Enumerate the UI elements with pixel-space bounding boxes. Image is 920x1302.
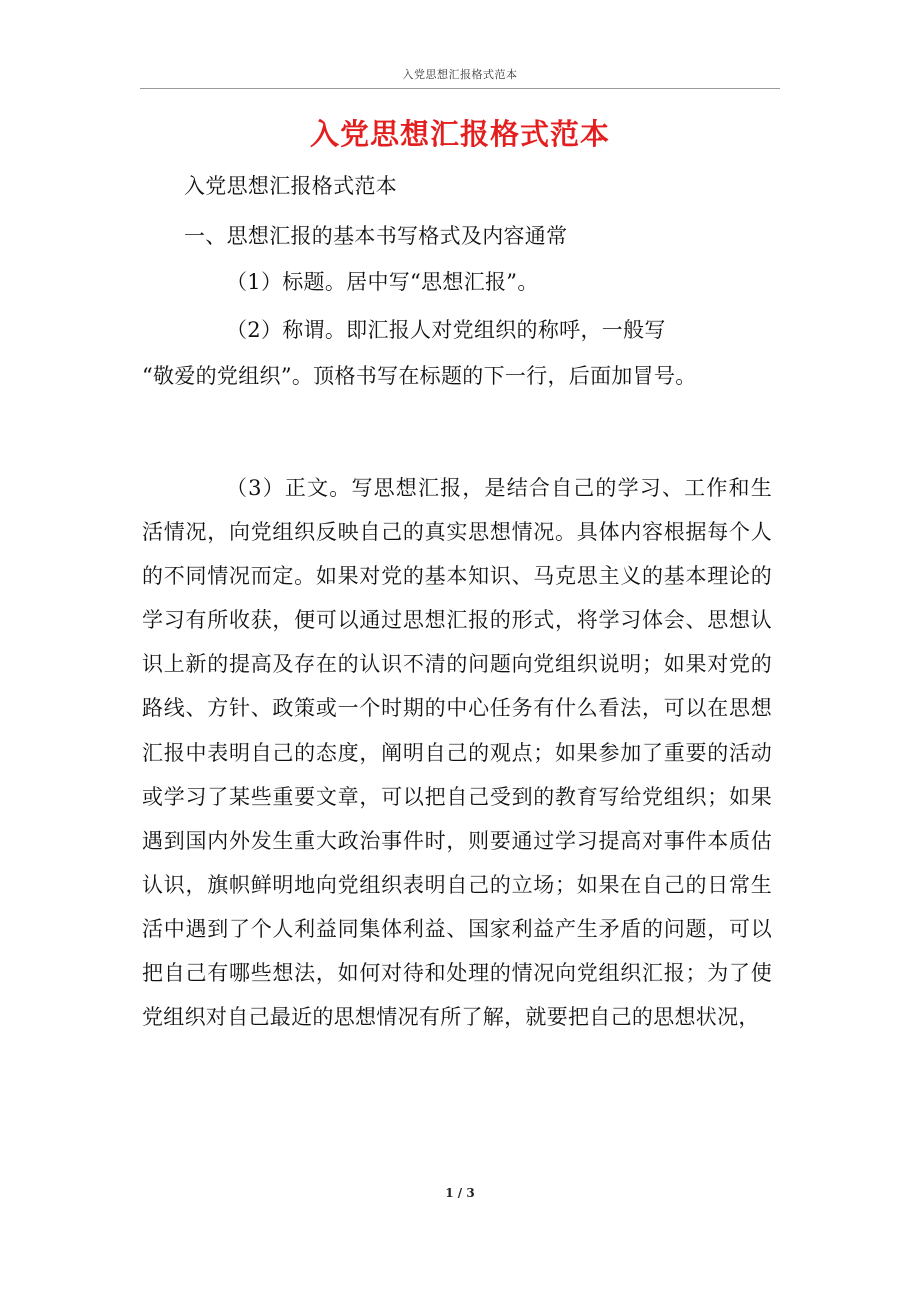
- item-body-paragraph: （3）正文。写思想汇报，是结合自己的学习、工作和生活情况，向党组织反映自己的真实思想情况。具体内容根据每个人的不同情况而定。如果对党的基本知识、马克思主义的基本理论的学习有所收获，便可以通过思想汇报的形式，将学习体会、思想认识上新的提高及存在的认识不清的问题向党组织说明；如果对党的路线、方针、政策或一个时期的中心任务有什么看法，可以在思想汇报中表明自己的态度，阐明自己的观点；如果参加了重要的活动或学习了某些重要文章，可以把自己受到的教育写给党组织；如果遇到国内外发生重大政治事件时，则要通过学习提高对事件本质估认识，旗帜鲜明地向党组织表明自己的立场；如果在自己的日常生活中遇到了个人利益同集体利益、国家利益产生矛盾的问题，可以把自己有哪些想法，如何对待和处理的情况向党组织汇报；为了使党组织对自己最近的思想情况有所了解，就要把自己的思想状况，: [142, 476, 772, 1030]
- page-number: 1 / 3: [445, 1186, 475, 1200]
- document-subtitle: 入党思想汇报格式范本: [184, 174, 397, 198]
- running-header: 入党思想汇报格式范本: [402, 68, 518, 81]
- item-salutation-line-1: （2）称谓。即汇报人对党组织的称呼，一般写: [226, 318, 666, 342]
- section-heading-format: 一、思想汇报的基本书写格式及内容通常: [184, 224, 568, 248]
- document-title: 入党思想汇报格式范本: [309, 117, 610, 151]
- item-title: （1）标题。居中写“思想汇报”。: [226, 270, 539, 294]
- item-salutation-line-2: “敬爱的党组织”。顶格书写在标题的下一行，后面加冒号。: [142, 364, 697, 388]
- header-divider: [140, 88, 780, 89]
